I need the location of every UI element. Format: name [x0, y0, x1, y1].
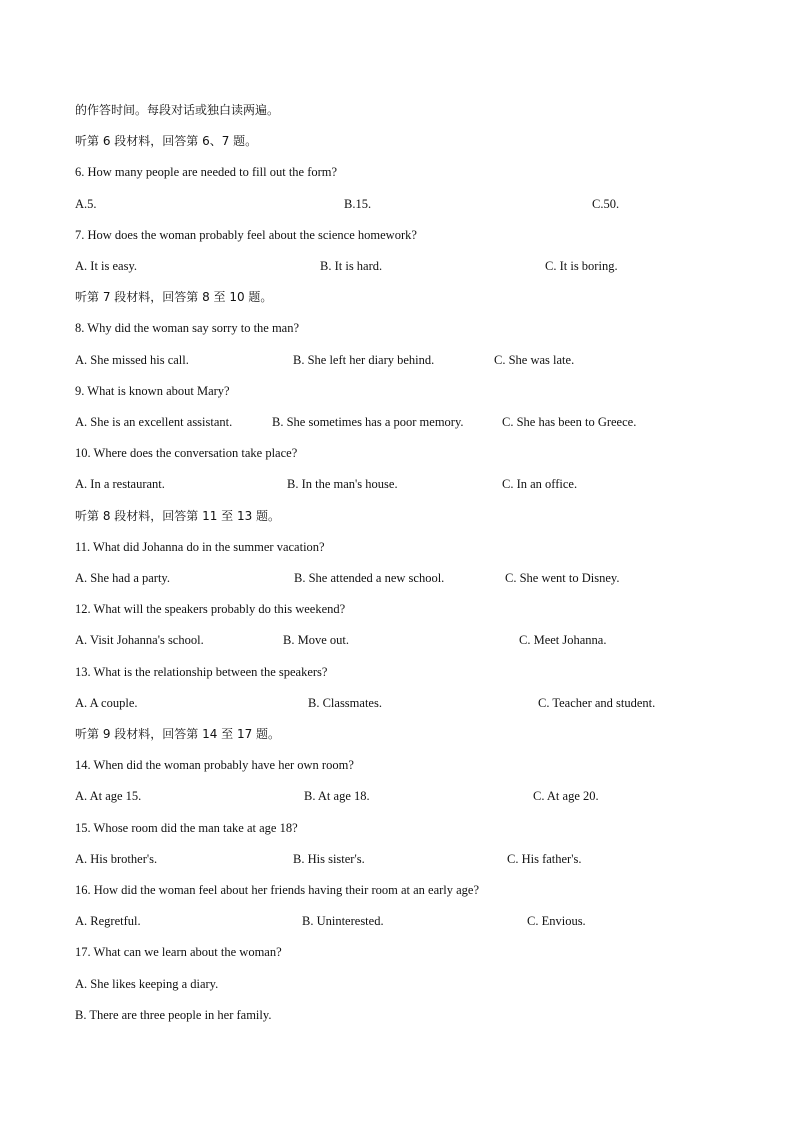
section-heading: 听第 9 段材料，回答第 14 至 17 题。 [75, 727, 281, 741]
question-stem: 13. What is the relationship between the speakers? [75, 665, 328, 679]
question-stem: 16. How did the woman feel about her friends having their room at an early age? [75, 883, 480, 897]
option-b: B. It is hard. [320, 259, 383, 273]
option-b: B. She left her diary behind. [293, 353, 435, 367]
option-a: A. In a restaurant. [75, 477, 165, 491]
option-a: A. She likes keeping a diary. [75, 977, 219, 991]
question-stem: 7. How does the woman probably feel about the science homework? [75, 228, 417, 242]
question-stem: 10. Where does the conversation take place? [75, 446, 298, 460]
option-a: A. At age 15. [75, 789, 142, 803]
option-a: A. She had a party. [75, 571, 170, 585]
question-stem: 12. What will the speakers probably do this weekend? [75, 602, 346, 616]
option-c: C. His father's. [507, 852, 582, 866]
question-stem: 9. What is known about Mary? [75, 384, 230, 398]
option-c: C. She was late. [494, 353, 575, 367]
option-b: B. His sister's. [293, 852, 365, 866]
option-c: C. Teacher and student. [538, 696, 656, 710]
option-b: B.15. [344, 197, 372, 211]
option-c: C.50. [592, 197, 620, 211]
option-b: B. She sometimes has a poor memory. [272, 415, 464, 429]
option-b: B. Move out. [283, 633, 349, 647]
option-c: C. It is boring. [545, 259, 618, 273]
question-stem: 8. Why did the woman say sorry to the man? [75, 321, 300, 335]
option-a: A. A couple. [75, 696, 138, 710]
option-c: C. She went to Disney. [505, 571, 620, 585]
option-a: A. Visit Johanna's school. [75, 633, 204, 647]
section-heading: 听第 7 段材料，回答第 8 至 10 题。 [75, 290, 273, 304]
option-a: A.5. [75, 197, 97, 211]
option-b: B. She attended a new school. [294, 571, 445, 585]
option-a: A. It is easy. [75, 259, 138, 273]
option-b: B. Uninterested. [302, 914, 384, 928]
option-b: B. In the man's house. [287, 477, 398, 491]
question-stem: 15. Whose room did the man take at age 18? [75, 821, 298, 835]
option-a: A. She is an excellent assistant. [75, 415, 233, 429]
intro-text: 的作答时间。每段对话或独白读两遍。 [75, 103, 280, 117]
option-b: B. At age 18. [304, 789, 370, 803]
option-c: C. At age 20. [533, 789, 599, 803]
option-b: B. Classmates. [308, 696, 382, 710]
option-b: B. There are three people in her family. [75, 1008, 272, 1022]
question-stem: 17. What can we learn about the woman? [75, 945, 282, 959]
option-a: A. Regretful. [75, 914, 141, 928]
question-stem: 6. How many people are needed to fill out the form? [75, 165, 338, 179]
question-stem: 14. When did the woman probably have her own room? [75, 758, 354, 772]
option-a: A. His brother's. [75, 852, 158, 866]
question-stem: 11. What did Johanna do in the summer vacation? [75, 540, 325, 554]
section-heading: 听第 8 段材料，回答第 11 至 13 题。 [75, 509, 281, 523]
option-c: C. She has been to Greece. [502, 415, 637, 429]
option-c: C. Envious. [527, 914, 586, 928]
option-c: C. Meet Johanna. [519, 633, 607, 647]
option-a: A. She missed his call. [75, 353, 189, 367]
option-c: C. In an office. [502, 477, 578, 491]
section-heading: 听第 6 段材料，回答第 6、7 题。 [75, 134, 258, 148]
